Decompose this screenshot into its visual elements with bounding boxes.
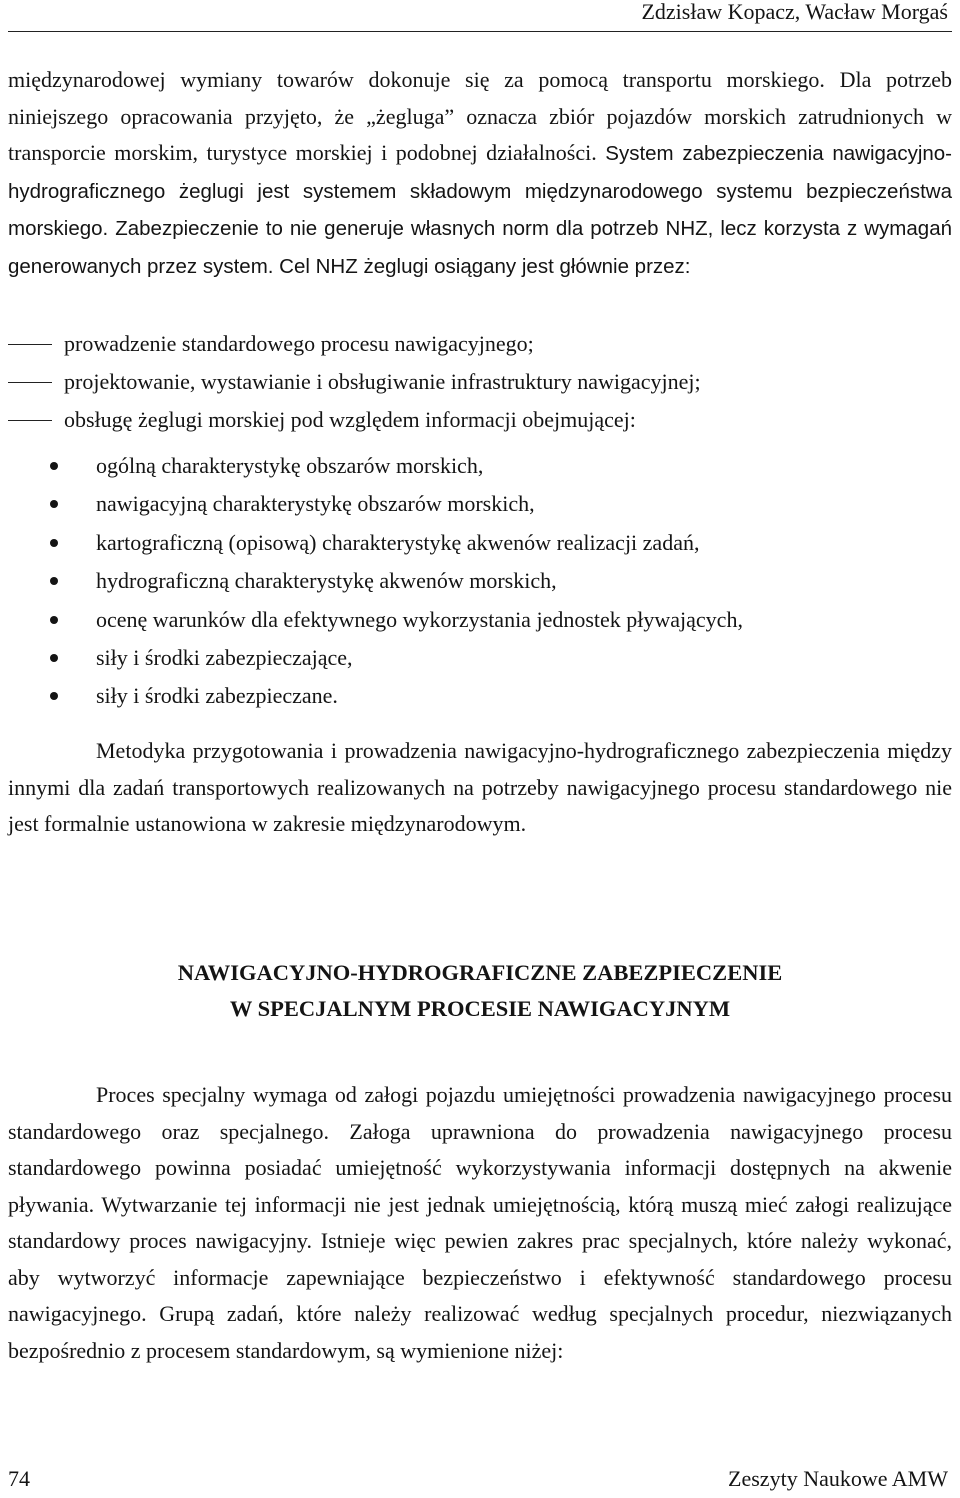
bullet-list-item (50, 485, 950, 523)
section-heading-line-2: W SPECJALNYM PROCESIE NAWIGACYJNYM (229, 996, 731, 1021)
journal-name: Zeszyty Naukowe AMW (728, 1466, 948, 1491)
dash-list-item (8, 401, 952, 439)
bullet-list-item-text: kartograficzną (opisową) charakterystykę akwenów realizacji zadań, (96, 530, 700, 555)
dash-list-item-text: obsługę żeglugi morskiej pod względem informacji obejmującej: (64, 407, 636, 432)
paragraph-1-sans: System zabezpieczenia nawigacyjno-hydrograficznego żeglugi jest systemem składowym międzynarodowego systemu bezpieczeństwa morskiego. Zabezpieczenie to nie generuje własnych norm dla potrzeb NHZ, lecz korzysta z wymagań generowanych przez system. Cel NHZ żeglugi osiągany jest głównie przez: (8, 142, 952, 278)
paragraph-3: Proces specjalny wymaga od załogi pojazdu umiejętności prowadzenia nawigacyjnego procesu standardowego oraz specjalnego. Załoga uprawniona do prowadzenia nawigacyjnego procesu standardowego powinna posiadać umiejętność wykorzystywania informacji dostępnych na akwenie pływania. Wytwarzanie tej informacji nie jest jednak umiejętnością, którą muszą mieć załogi realizujące standardowy proces nawigacyjny. Istnieje więc pewien zakres prac specjalnych, które należy wykonać, aby wytworzyć informacje zapewniające bezpieczeństwo i efektywność standardowego procesu nawigacyjnego. Grupą zadań, które należy realizować według specjalnych procedur, niezwiązanych bezpośrednio z procesem standardowym, są wymienione niżej: (8, 1082, 952, 1363)
dash-list-item (8, 325, 952, 363)
bullet-list-item-text: hydrograficzną charakterystykę akwenów morskich, (96, 568, 557, 593)
running-header: Zdzisław Kopacz, Wacław Morgaś (641, 0, 948, 24)
bullet-list-item (50, 639, 950, 677)
dash-list-item-text: prowadzenie standardowego procesu nawigacyjnego; (64, 331, 534, 356)
bullet-list-item (50, 562, 950, 600)
dash-marker (8, 420, 52, 421)
paragraph-1-serif: międzynarodowej wymiany towarów dokonuje się za pomocą transportu morskiego. Dla potrzeb niniejszego opracowania przyjęto, że „żegluga” oznacza zbiór pojazdów morskich zatrudnionych w transporcie morskim, turystyce morskiej i podobnej działalności. (8, 67, 952, 165)
dash-marker (8, 382, 52, 383)
bullet-marker (50, 577, 58, 585)
bullet-list-item (50, 447, 950, 485)
dash-marker (8, 344, 52, 345)
bullet-list-item-text: nawigacyjną charakterystykę obszarów morskich, (96, 491, 535, 516)
bullet-list-item (50, 601, 950, 639)
bullet-list-item-text: ocenę warunków dla efektywnego wykorzystania jednostek pływających, (96, 607, 743, 632)
bullet-list-item (50, 524, 950, 562)
dash-list-item-text: projektowanie, wystawianie i obsługiwanie infrastruktury nawigacyjnej; (64, 369, 701, 394)
paragraph-1 (8, 62, 952, 285)
bullet-list-item-text: siły i środki zabezpieczane. (96, 683, 338, 708)
bullet-marker (50, 500, 58, 508)
bullet-marker (50, 462, 58, 470)
section-heading-line-1: NAWIGACYJNO-HYDROGRAFICZNE ZABEZPIECZENIE (177, 960, 783, 985)
bullet-marker (50, 692, 58, 700)
bullet-list-item-text: ogólną charakterystykę obszarów morskich, (96, 453, 484, 478)
dash-list-item (8, 363, 952, 401)
paragraph-2: Metodyka przygotowania i prowadzenia nawigacyjno-hydrograficznego zabezpieczenia między innymi dla zadań transportowych realizowanych na potrzeby nawigacyjnego procesu standardowego nie jest formalnie ustanowiona w zakresie międzynarodowym. (8, 738, 952, 836)
bullet-list-item-text: siły i środki zabezpieczające, (96, 645, 353, 670)
bullet-marker (50, 539, 58, 547)
page-number: 74 (8, 1466, 30, 1491)
header-rule (8, 31, 952, 32)
bullet-marker (50, 654, 58, 662)
bullet-marker (50, 616, 58, 624)
bullet-list-item (50, 677, 950, 715)
